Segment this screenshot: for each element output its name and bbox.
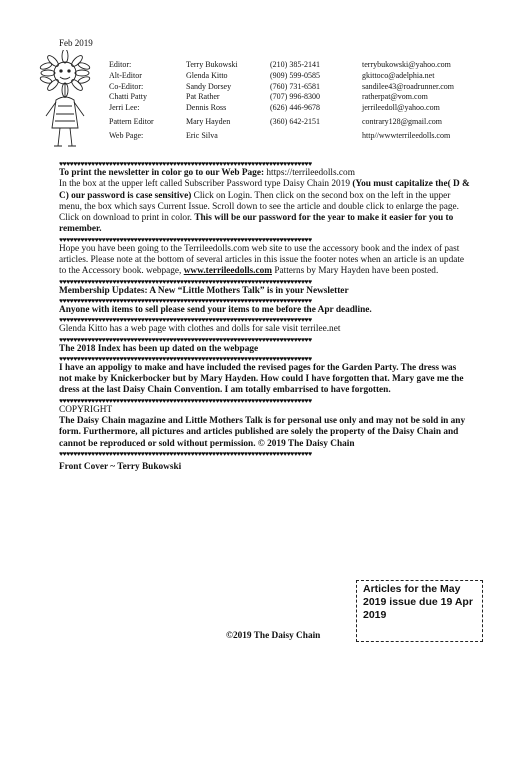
print-heading: To print the newsletter in color go to our Web Page: <box>59 168 265 178</box>
staff-email[interactable]: sandilee43@roadrunner.com <box>362 81 455 91</box>
copyright-title: COPYRIGHT <box>59 404 113 415</box>
accessory-text: Hope you have been going to the Terrileedolls.com web site to use the accessory book and the index of past articles. Please note at the bottom of several articles in this issue the footer notes when an article is an update to the Accessory book. webpage, <box>59 243 465 277</box>
staff-email[interactable]: contrary128@gmail.com <box>362 116 443 126</box>
sell-notice: Anyone with items to sell please send your items to me before the Apr deadline. <box>59 304 372 315</box>
heart-divider: ♥♥♥♥♥♥♥♥♥♥♥♥♥♥♥♥♥♥♥♥♥♥♥♥♥♥♥♥♥♥♥♥♥♥♥♥♥♥♥♥♥♥♥♥♥♥♥♥♥♥♥♥♥♥♥♥♥♥♥♥♥♥♥♥♥♥♥♥♥♥♥ <box>59 335 312 344</box>
index-notice: The 2018 Index has been up dated on the webpage <box>59 343 259 354</box>
staff-role: Co-Editor: <box>109 81 144 91</box>
password-reminder: This will be our password for the year to make it easier for you to remember. <box>59 213 454 235</box>
heart-divider: ♥♥♥♥♥♥♥♥♥♥♥♥♥♥♥♥♥♥♥♥♥♥♥♥♥♥♥♥♥♥♥♥♥♥♥♥♥♥♥♥♥♥♥♥♥♥♥♥♥♥♥♥♥♥♥♥♥♥♥♥♥♥♥♥♥♥♥♥♥♥♥ <box>59 354 312 363</box>
footer-copyright: ©2019 The Daisy Chain <box>226 631 321 641</box>
staff-role: Alt-Editor <box>109 70 142 80</box>
password-note: (You must capitalize the( D & C) our password is case sensitive) <box>59 179 470 201</box>
staff-phone: (210) 385-2141 <box>270 60 320 69</box>
staff-name: Pat Rather <box>186 92 220 102</box>
print-text: In the box at the upper left called Subscriber Password type Daisy Chain 2019 <box>59 179 353 190</box>
heart-divider: ♥♥♥♥♥♥♥♥♥♥♥♥♥♥♥♥♥♥♥♥♥♥♥♥♥♥♥♥♥♥♥♥♥♥♥♥♥♥♥♥♥♥♥♥♥♥♥♥♥♥♥♥♥♥♥♥♥♥♥♥♥♥♥♥♥♥♥♥♥♥♥ <box>59 396 312 405</box>
staff-roles <box>109 60 189 142</box>
staff-name: Dennis Ross <box>186 103 227 113</box>
glenda-notice: Glenda Kitto has a web page with clothes and dolls for sale visit terrilee.net <box>59 324 341 335</box>
deadline-box: Articles for the May 2019 issue due 19 Apr 2019 <box>356 580 483 642</box>
staff-role: Web Page: <box>109 130 144 140</box>
staff-name: Terry Bukowski <box>186 60 238 69</box>
staff-email[interactable]: jerrileedoll@yahoo.com <box>362 103 440 113</box>
print-url-link[interactable]: https://terrileedolls.com <box>264 168 355 178</box>
heart-divider: ♥♥♥♥♥♥♥♥♥♥♥♥♥♥♥♥♥♥♥♥♥♥♥♥♥♥♥♥♥♥♥♥♥♥♥♥♥♥♥♥♥♥♥♥♥♥♥♥♥♥♥♥♥♥♥♥♥♥♥♥♥♥♥♥♥♥♥♥♥♥♥ <box>59 160 312 168</box>
staff-name: Glenda Kitto <box>186 70 228 80</box>
newsletter-body <box>59 160 471 473</box>
staff-phone <box>270 131 352 142</box>
terrileedolls-link[interactable]: www.terrileedolls.com <box>183 266 272 277</box>
heart-divider: ♥♥♥♥♥♥♥♥♥♥♥♥♥♥♥♥♥♥♥♥♥♥♥♥♥♥♥♥♥♥♥♥♥♥♥♥♥♥♥♥♥♥♥♥♥♥♥♥♥♥♥♥♥♥♥♥♥♥♥♥♥♥♥♥♥♥♥♥♥♥♥ <box>59 449 312 458</box>
staff-role: Jerri Lee: <box>109 103 140 113</box>
apology-paragraph: I have an appoligy to make and have included the revised pages for the Garden Party. The dress was not make by Knickerbocker but by Mary Hayden. How could I have forgotten that. Mary gave me the dress at the last Daisy Chain Convention. I am totally embarrised to have forgotten. <box>59 362 464 396</box>
staff-phone: (909) 599-0585 <box>270 70 320 80</box>
staff-role: Chatti Patty <box>109 92 147 102</box>
staff-names <box>186 60 270 142</box>
heart-divider: ♥♥♥♥♥♥♥♥♥♥♥♥♥♥♥♥♥♥♥♥♥♥♥♥♥♥♥♥♥♥♥♥♥♥♥♥♥♥♥♥♥♥♥♥♥♥♥♥♥♥♥♥♥♥♥♥♥♥♥♥♥♥♥♥♥♥♥♥♥♥♥ <box>59 316 312 325</box>
staff-phone: (707) 996-8300 <box>270 92 320 102</box>
daisy-doll-icon <box>34 50 96 162</box>
membership-heading: Membership Updates: A New “Little Mothers Talk” is in your Newsletter <box>59 285 349 296</box>
heart-divider: ♥♥♥♥♥♥♥♥♥♥♥♥♥♥♥♥♥♥♥♥♥♥♥♥♥♥♥♥♥♥♥♥♥♥♥♥♥♥♥♥♥♥♥♥♥♥♥♥♥♥♥♥♥♥♥♥♥♥♥♥♥♥♥♥♥♥♥♥♥♥♥ <box>59 235 312 244</box>
print-instructions <box>59 168 471 236</box>
accessory-paragraph <box>59 244 471 278</box>
accessory-text: Patterns by Mary Hayden have been posted. <box>272 266 439 277</box>
staff-phone: (760) 731-6581 <box>270 81 320 91</box>
staff-role: Pattern Editor <box>109 116 154 126</box>
staff-email[interactable]: terrybukowski@yahoo.com <box>362 60 451 69</box>
heart-divider: ♥♥♥♥♥♥♥♥♥♥♥♥♥♥♥♥♥♥♥♥♥♥♥♥♥♥♥♥♥♥♥♥♥♥♥♥♥♥♥♥♥♥♥♥♥♥♥♥♥♥♥♥♥♥♥♥♥♥♥♥♥♥♥♥♥♥♥♥♥♥♥ <box>59 296 312 305</box>
front-cover-credit: Front Cover ~ Terry Bukowski <box>59 461 182 472</box>
staff-emails <box>362 60 482 142</box>
staff-phone: (360) 642-2151 <box>270 116 320 126</box>
heart-divider: ♥♥♥♥♥♥♥♥♥♥♥♥♥♥♥♥♥♥♥♥♥♥♥♥♥♥♥♥♥♥♥♥♥♥♥♥♥♥♥♥♥♥♥♥♥♥♥♥♥♥♥♥♥♥♥♥♥♥♥♥♥♥♥♥♥♥♥♥♥♥♥ <box>59 277 312 286</box>
staff-email[interactable]: gkittoco@adelphia.net <box>362 70 435 80</box>
staff-email[interactable]: ratherpat@vom.com <box>362 92 428 102</box>
print-text: Click on Login. Then click on the second box on the left in the upper menu, the box which says Current Issue. Scroll down to see the article and double click to enlarge the page. Click on download to print in color. <box>59 190 459 224</box>
staff-role: Editor: <box>109 60 132 69</box>
copyright-body: The Daisy Chain magazine and Little Mothers Talk is for personal use only and may not be sold in any form. Furthermore, all pictures and articles published are solely the property of the Daisy Chain and cannot be reproduced or sold without permission. © 2019 The Daisy Chain <box>59 416 466 449</box>
staff-web-link[interactable]: http//wwwterrileedolls.com <box>362 130 451 140</box>
staff-phone: (626) 446-9678 <box>270 103 320 113</box>
staff-name: Mary Hayden <box>186 116 231 126</box>
staff-name: Sandy Dorsey <box>186 81 232 91</box>
staff-name: Eric Silva <box>186 130 218 140</box>
issue-date: Feb 2019 <box>59 38 93 48</box>
staff-phones <box>270 60 352 142</box>
